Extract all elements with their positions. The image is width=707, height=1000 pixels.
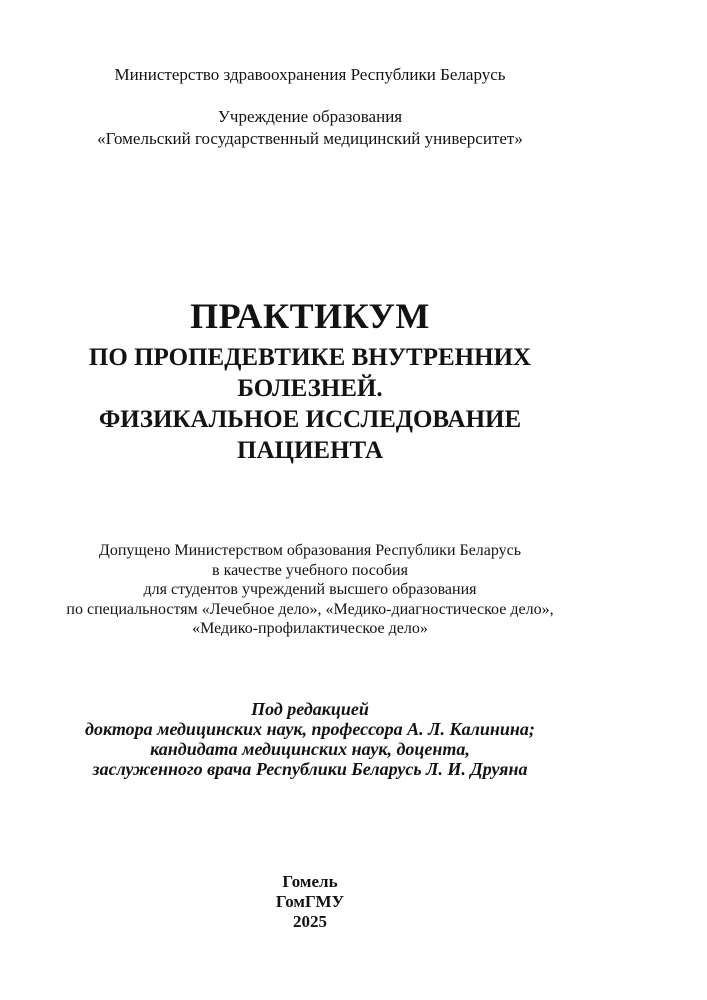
subtitle-line-4: ПАЦИЕНТА — [237, 437, 383, 464]
editors-line-3: заслуженного врача Республики Беларусь Л. И. Друяна — [92, 759, 528, 779]
approval-line-3: для студентов учреждений высшего образования — [143, 581, 477, 598]
institution-line-2: «Гомельский государственный медицинский университет» — [97, 129, 523, 148]
editors-line-1: доктора медицинских наук, профессора А. Л. Калинина; — [85, 719, 535, 739]
book-title-subtitle — [0, 342, 620, 466]
subtitle-line-2: БОЛЕЗНЕЙ. — [237, 375, 383, 402]
approval-statement — [0, 541, 620, 639]
ministry-line: Министерство здравоохранения Республики Беларусь — [114, 65, 506, 84]
imprint-block — [0, 872, 620, 932]
imprint-city: Гомель — [282, 872, 338, 891]
imprint-publisher: ГомГМУ — [275, 892, 345, 911]
institution-block — [0, 106, 620, 150]
editors-heading: Под редакцией — [251, 699, 369, 719]
editors-line-2: кандидата медицинских наук, доцента, — [150, 739, 470, 759]
approval-line-1: Допущено Министерством образования Республики Беларусь — [98, 542, 522, 559]
approval-line-5: «Медико-профилактическое дело» — [192, 620, 428, 637]
subtitle-line-1: ПО ПРОПЕДЕВТИКЕ ВНУТРЕННИХ — [88, 344, 532, 371]
imprint-year: 2025 — [293, 912, 327, 931]
editors-block — [0, 699, 620, 779]
book-title-main: ПРАКТИКУМ — [190, 296, 430, 336]
approval-line-2: в качестве учебного пособия — [212, 561, 408, 579]
institution-line-1: Учреждение образования — [217, 107, 403, 126]
approval-line-4: по специальностям «Лечебное дело», «Медико-диагностическое дело», — [66, 600, 554, 618]
subtitle-line-3: ФИЗИКАЛЬНОЕ ИССЛЕДОВАНИЕ — [98, 406, 522, 433]
